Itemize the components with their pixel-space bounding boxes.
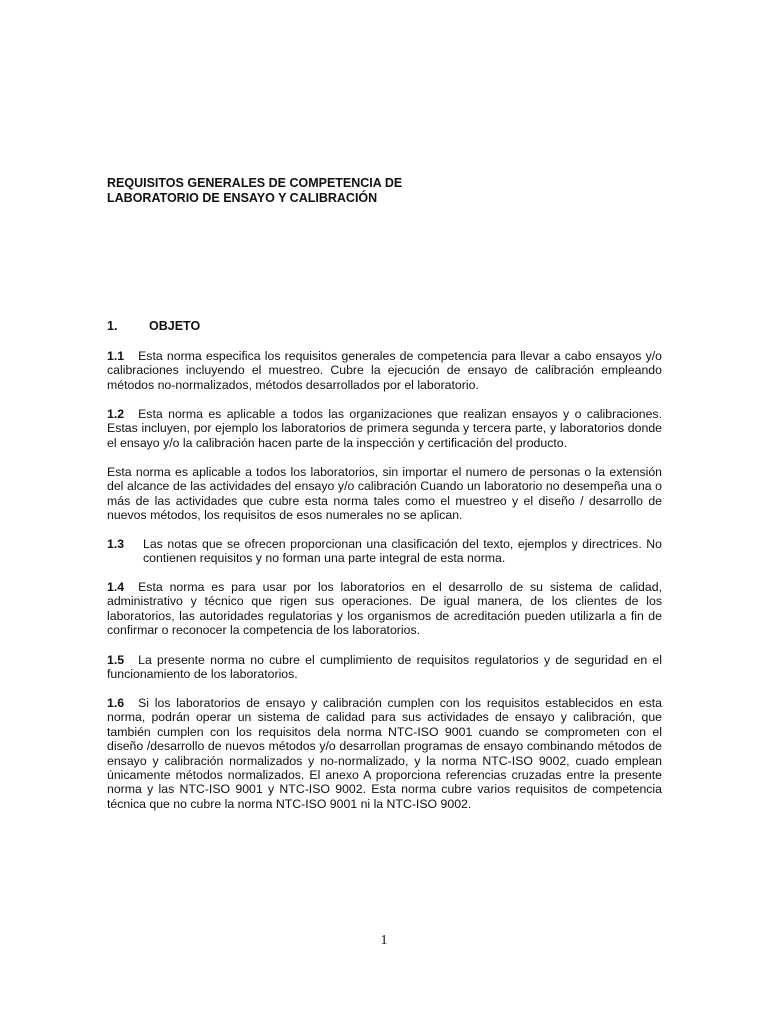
section-number: 1. (107, 319, 118, 333)
paragraph-number: 1.2 (107, 407, 125, 421)
paragraph-number: 1.3 (107, 537, 125, 551)
paragraph-number: 1.4 (107, 580, 125, 594)
paragraph-1-6 (107, 696, 662, 811)
section-title: OBJETO (149, 319, 201, 333)
paragraph-1-4 (107, 580, 662, 638)
paragraph-text: Esta norma es para usar por los laboratorios en el desarrollo de su sistema de calidad, administrativo y técnico que rigen sus operaciones. De igual manera, de los clientes de los laboratorios, las autoridades regulatorias y los organismos de acreditación pueden utilizarla a fin de confirmar o reconocer la competencia de los laboratorios. (107, 580, 662, 638)
paragraph-scope (107, 465, 662, 523)
paragraph-text: Las notas que se ofrecen proporcionan una clasificación del texto, ejemplos y directrices. No contienen requisitos y no forman una parte integral de esta norma. (143, 537, 662, 566)
paragraph-1-1 (107, 349, 662, 392)
paragraph-number: 1.5 (107, 653, 125, 667)
page-number: 1 (380, 933, 388, 948)
paragraph-number: 1.1 (107, 349, 125, 363)
document-title: REQUISITOS GENERALES DE COMPETENCIA DE LABORATORIO DE ENSAYO Y CALIBRACIÓN (107, 176, 403, 205)
paragraph-number: 1.6 (107, 696, 125, 710)
paragraph-1-2 (107, 407, 662, 450)
paragraph-text: Si los laboratorios de ensayo y calibración cumplen con los requisitos establecidos en esta norma, podrán operar un sistema de calidad para sus actividades de ensayo y calibración, que también cumplen con los requisitos dela norma NTC-ISO 9001 cuando se comprometen con el diseño /desarrollo de nuevos métodos y/o desarrollan programas de ensayo combinando métodos de ensayo y calibración normalizados y no-normalizado, y la norma NTC-ISO 9002, cuado emplean únicamente métodos normalizados. El anexo A proporciona referencias cruzadas entre la presente norma y las NTC-ISO 9001 y NTC-ISO 9002. Esta norma cubre varios requisitos de competencia técnica que no cubre la norma NTC-ISO 9001 ni la NTC-ISO 9002. (107, 696, 662, 811)
section-heading (107, 319, 200, 334)
paragraph-1-5 (107, 653, 662, 682)
paragraph-text: Esta norma es aplicable a todos las organizaciones que realizan ensayos y o calibraciones. Estas incluyen, por ejemplo los laboratorios de primera segunda y tercera parte, y laboratorios donde el ensayo y/o la calibración hacen parte de la inspección y certificación del producto. (107, 407, 662, 450)
paragraph-text: Esta norma especifica los requisitos generales de competencia para llevar a cabo ensayos y/o calibraciones incluyendo el muestreo. Cubre la ejecución de ensayo de calibración empleando métodos no-normalizados, métodos desarrollados por el laboratorio. (107, 349, 662, 392)
paragraph-text: La presente norma no cubre el cumplimiento de requisitos regulatorios y de seguridad en el funcionamiento de los laboratorios. (107, 653, 662, 682)
paragraph-text: Esta norma es aplicable a todos los laboratorios, sin importar el numero de personas o la extensión del alcance de las actividades del ensayo y/o calibración Cuando un laboratorio no desempeña una o más de las actividades que cubre esta norma tales como el muestreo y el diseño / desarrollo de nuevos métodos, los requisitos de esos numerales no se aplican. (107, 465, 662, 523)
paragraph-1-3 (107, 537, 662, 566)
